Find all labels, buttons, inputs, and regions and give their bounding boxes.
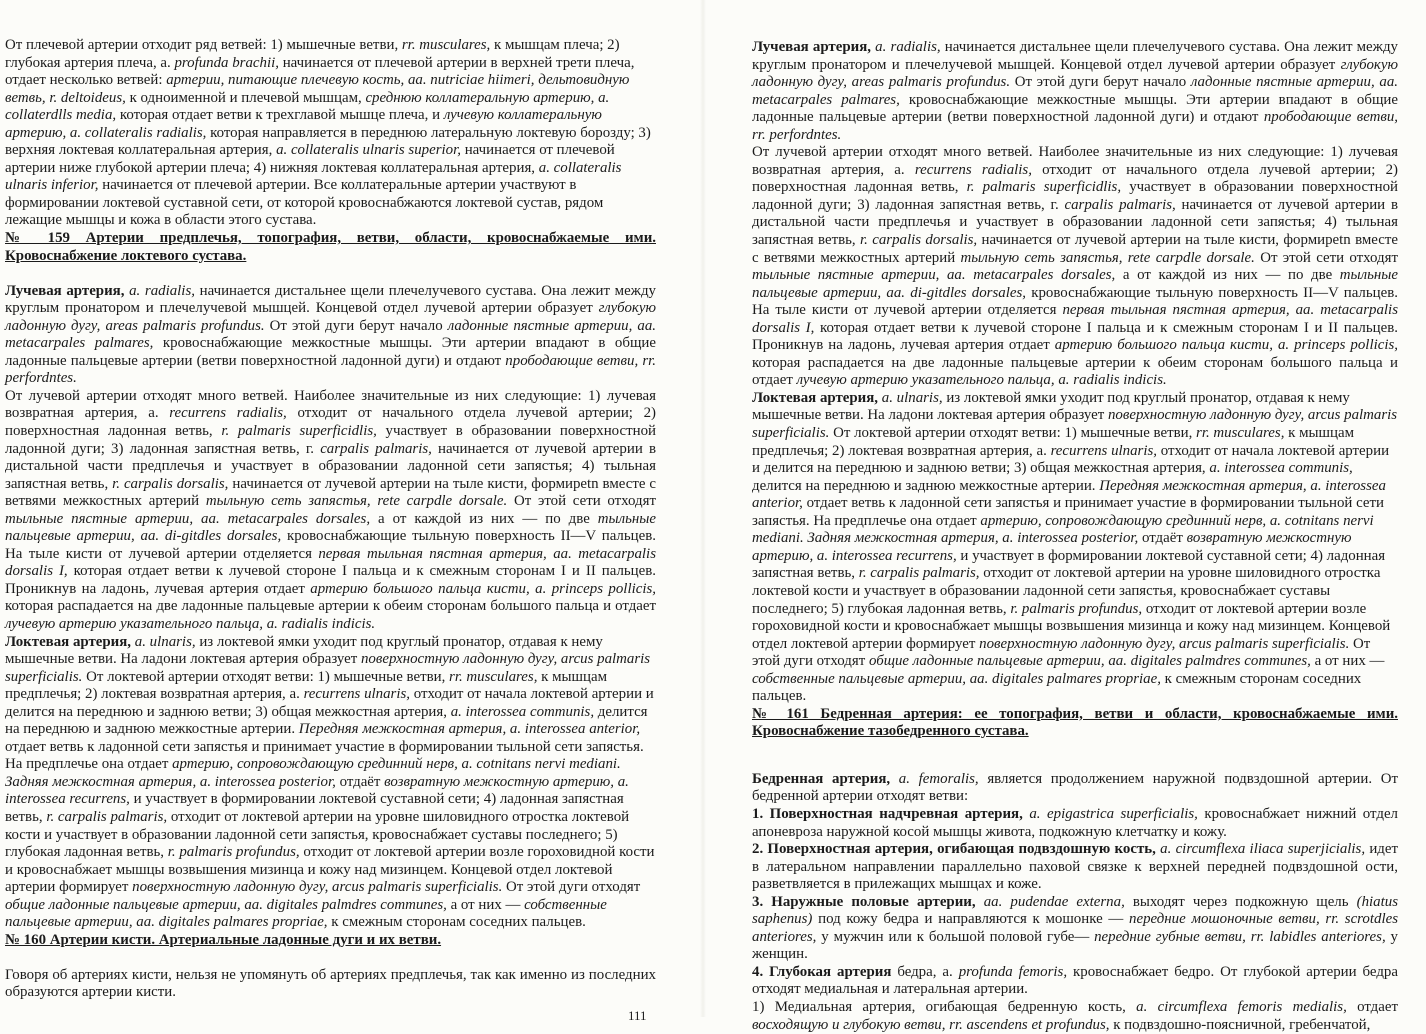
latin-term: recurrens ulnaris,	[1050, 442, 1157, 459]
text-run: к смежным сторонам соседних пальцев.	[752, 670, 1362, 705]
text-run: бедра, а.	[891, 963, 959, 980]
bold-term: Бедренная артерия,	[752, 770, 891, 787]
text-run: отдает ветвь к ладонной сети запястья и принимает участие в формировании тыльной сети запястья. На предплечье она отдает	[752, 495, 1384, 529]
bold-term: 3. Наружные половые артерии,	[752, 893, 976, 910]
text-run: начинается дистальнее щели плечелучевого сустава. Она лежит между круглым пронатором и плечелучевой мышцей. Концевой отдел лучевой артерии образует	[5, 282, 656, 317]
text-run: кровоснабжающие тыльную поверхность II—V пальцев. На тыле кисти от лучевой артерии отделяется	[5, 528, 656, 562]
text-run: кровоснабжает бедро. От глубокой артерии бедра отходят медиальная и латеральная артерии.	[752, 963, 1398, 998]
paragraph	[752, 39, 1398, 144]
text-run: под кожу бедра и направляются к мошонке —	[812, 911, 1130, 928]
latin-term: a. circumflexa iliaca superjicialis,	[1155, 841, 1366, 858]
latin-term: передние губные ветви, rr. labidles anteriores,	[1094, 928, 1386, 945]
bold-term: 2. Поверхностная артерия, огибающая подвздошную кость,	[752, 841, 1156, 858]
text-run: отходит от локтевой артерии возле гороховидной кости и кровоснабжает мышцы возвышения мизинца и кожу над мизинцем. Концевой отдел локтевой артерии формирует	[752, 600, 1391, 652]
latin-term: recurrens radialis,	[914, 161, 1032, 178]
text-run: которая направляется в переднюю латеральную локтевую борозду; 3) верхняя локтевая коллатеральная артерия,	[5, 124, 651, 159]
text-run: От лучевой артерии отходят много ветвей. Наиболее значительные из них следующие: 1) лучевая возвратная артерия, а.	[5, 387, 656, 422]
text-run: кровоснабжающие тыльную поверхность II—V пальцев. На тыле кисти от лучевой артерии отделяется	[752, 284, 1398, 319]
latin-term: (hiatus saphenus)	[752, 893, 1398, 928]
latin-term: артерии, питающие плечевую кость, aa. nutriciae hiimeri, дельтовидную ветвь, r. deltoideus,	[5, 72, 630, 106]
latin-term: a. radialis,	[124, 282, 195, 299]
latin-term: r. palmaris superficidlis,	[966, 179, 1122, 196]
latin-term: первая тыльная пястная артерия, aa. metacarpalis dorsalis I,	[5, 545, 656, 580]
text-run: и участвует в формировании локтевой суставной сети; 4) ладонная запястная ветвь,	[5, 791, 624, 826]
text-run: является продолжением наружной подвздошной артерии. От бедренной артерии отходят ветви:	[752, 770, 1398, 805]
latin-term: r. carpalis palmaris,	[46, 809, 168, 826]
text-run: делится на переднюю и заднюю межкостные артерии.	[5, 703, 648, 738]
latin-term: a. interossea communis,	[450, 703, 595, 720]
text-run: отходит от начала локтевой артерии и делится на переднюю и заднюю ветви; 3) общая межкостная артерия,	[752, 442, 1390, 477]
text-run: От локтевой артерии отходят ветви: 1) мышечные ветви,	[829, 425, 1197, 442]
text-run: идет в латеральном направлении параллельно паховой связке к верхней передней подвздошной ости, разветвляется в прилежащих мышцах и коже.	[752, 841, 1398, 893]
text-run: отдает	[1346, 998, 1398, 1015]
text-run: начинается от плечевой артерии. Все коллатеральные артерии участвуют в формировании локтевой суставной сети, от которой кровоснабжаются локтевой сустав, рядом лежащие мышцы и кожа в области этого сустава.	[5, 177, 604, 229]
latin-term: a. femoralis,	[890, 770, 979, 787]
paragraph	[752, 894, 1398, 964]
bold-term: 4. Глубокая артерия	[752, 963, 892, 980]
text-run: От этой дуги отходят	[752, 635, 1371, 670]
paragraph	[5, 634, 656, 932]
text-run: начинается от лучевой артерии в дистальной части предплечья и участвует в образовании ладонной сети запястья; 4) тыльная запястная ветвь,	[752, 196, 1398, 249]
latin-term: a. collateralis ulnaris inferior,	[5, 159, 622, 194]
text-run: От этой дуги отходят	[502, 879, 641, 896]
bold-term: Локтевая артерия,	[752, 389, 879, 406]
paragraph	[752, 390, 1398, 706]
latin-term: profunda femoris,	[958, 963, 1068, 980]
text-run: а от них —	[1310, 653, 1385, 670]
latin-term: артерию большого пальца кисти, a. princeps pollicis,	[1054, 337, 1398, 354]
section-heading-160: № 160 Артерии кисти. Артериальные ладонные дуги и их ветви.	[5, 931, 442, 948]
text-run: отходит от локтевой артерии возле гороховидной кости и кровоснабжает мышцы возвышения мизинца и кожу над мизинцем. Концевой отдел локтевой артерии формирует	[5, 844, 655, 896]
bold-term: 1. Поверхностная надчревная артерия,	[752, 805, 1023, 822]
latin-term: aa. pudendae externa,	[975, 893, 1125, 910]
spacer	[5, 265, 656, 283]
latin-term: r. palmaris superficidlis,	[221, 422, 377, 439]
text-run: начинается от плечевой артерии в верхней трети плеча, отдает несколько ветвей:	[5, 54, 635, 89]
paragraph	[752, 964, 1398, 999]
section-heading-161: № 161 Бедренная артерия: ее топография, ветви и области, кровоснабжаемые ими. Кровоснабжение тазобедренного сустава.	[752, 705, 1398, 740]
paragraph	[5, 37, 656, 230]
latin-term: r. carpalis dorsalis,	[860, 232, 978, 249]
latin-term: возвратную межкостную артерию, a. interossea recurrens,	[5, 773, 629, 808]
text-run: начинается от лучевой артерии в дистальной части предплечья и участвует в образовании ладонной сети запястья; 4) тыльная запястная ветвь,	[5, 440, 656, 492]
latin-term: recurrens radialis,	[169, 405, 287, 422]
latin-term: r. carpalis dorsalis,	[112, 475, 229, 492]
text-run: начинается дистальнее щели плечелучевого сустава. Она лежит между круглым пронатором и плечелучевой мышцей. Концевой отдел лучевой артерии образует	[752, 39, 1398, 73]
latin-term: тыльные пястные артерии, aa. metacarpales dorsales,	[752, 267, 1116, 284]
latin-term: общие ладонные пальцевые артерии, aa. digitales palmdres communes,	[5, 896, 447, 913]
text-run: к подвздошно-поясничной, гребенчатой,	[1109, 1016, 1371, 1033]
latin-term: r. palmaris profundus,	[167, 844, 300, 861]
latin-term: передние мошоночные ветви, rr. scrotdles anteriores,	[752, 911, 1398, 945]
text-run: отходит от начального отдела лучевой артерии; 2) поверхностная ладонная ветвь,	[5, 405, 657, 439]
text-run: которая отдает ветви к лучевой стороне I пальца и к смежным сторонам I и II пальцев. Проникнув на ладонь, лучевая артерия отдает	[5, 563, 656, 597]
radial-ulnar-text	[752, 39, 1398, 706]
text-run: кровоснабжающие межкостные мышцы. Эти артерии впадают в общие ладонные пальцевые артерии (ветви поверхностной ладонной дуги) и отдают	[752, 91, 1398, 126]
text-run: отдаёт	[335, 773, 385, 790]
latin-term: a. radialis,	[871, 39, 941, 55]
latin-term: глубокую ладонную дугу, areas palmaris profundus.	[752, 56, 1398, 91]
page-number: 111	[628, 1008, 647, 1023]
text-run: начинается от лучевой артерии на тыле кисти, формирetn вместе с ветвями межкостных артерий	[5, 475, 656, 510]
text-run: к одноименной и плечевой мышцам,	[125, 89, 366, 106]
latin-term: a. epigastrica superficialis,	[1022, 805, 1198, 822]
latin-term: a. collateralis ulnaris superior,	[276, 142, 461, 159]
latin-term: тыльные пальцевые артерии, aa. di-gitdles dorsales,	[5, 510, 656, 545]
latin-term: a. interossea communis,	[1209, 460, 1353, 477]
text-run: От плечевой артерии отходит ряд ветвей: 1) мышечные ветви,	[5, 37, 402, 53]
latin-term: первая тыльная пястная артерия, aa. metacarpalis dorsalis I,	[752, 302, 1398, 336]
text-run: которая отдает ветви к трехглавой мышце плеча, и	[116, 107, 444, 124]
latin-term: profunda brachii,	[174, 54, 279, 71]
hand-arteries-intro: Говоря об артериях кисти, нельзя не упомянуть об артериях предплечья, так как именно из последних образуются артерии кисти.	[5, 966, 656, 1001]
femoral-artery-text	[752, 771, 1398, 1034]
latin-term: лучевую артерию указательного пальца, a. radialis indicis.	[5, 616, 376, 632]
text-run: От этой сети отходят	[507, 493, 656, 510]
text-run: От этой дуги берут начало	[264, 317, 448, 334]
text-run: начинается от лучевой артерии на тыле кисти, формирetn вместе с ветвями межкостных артерий	[752, 232, 1398, 266]
text-run: отходит от начального отдела лучевой артерии; 2) поверхностная ладонная ветвь,	[752, 161, 1398, 196]
latin-term: артерию большого пальца кисти, a. princeps pollicis,	[310, 580, 656, 597]
latin-term: a. ulnaris,	[131, 633, 196, 650]
latin-term: rr. musculares,	[401, 37, 491, 53]
latin-term: лучевую коллатеральную артерию, a. collateralis radialis,	[5, 107, 602, 141]
bold-term: Лучевая артерия,	[752, 39, 871, 55]
text-run: отходит от локтевой артерии на уровне шиловидного отростка локтевой кости и участвует в образовании ладонной сети запястья, кровоснабжает суставы последнего; 5) глубокая ладонная ветвь,	[752, 565, 1381, 617]
paragraph	[752, 806, 1398, 841]
latin-term: тыльную сеть запястья, rete carpdle dorsale.	[960, 249, 1255, 266]
latin-term: прободающие ветви, rr. perfordntes.	[5, 352, 656, 387]
text-run: а от каждой из них — по две	[370, 510, 598, 527]
text-run: из локтевой ямки уходит под круглый пронатор, отдавая к нему мышечные ветви. На ладони локтевая артерия образует	[752, 389, 1350, 424]
latin-term: rr. musculares,	[449, 668, 538, 685]
text-run: к мышцам плеча; 2) глубокая артерия плеча, а.	[5, 37, 620, 71]
latin-term: прободающие ветви, rr. perfordntes.	[752, 109, 1398, 143]
text-run: кровоснабжает нижний отдел апоневроза наружной косой мышцы живота, подкожную клетчатку и кожу.	[752, 805, 1398, 840]
latin-term: поверхностную ладонную дугу, arcus palmaris superficialis.	[979, 635, 1350, 652]
latin-term: a. ulnaris,	[878, 389, 943, 406]
right-page	[752, 39, 1398, 1034]
paragraph	[5, 388, 656, 634]
text-run: отдаёт	[1138, 530, 1187, 547]
latin-term: поверхностную ладонную дугу, arcus palmaris superficialis.	[132, 879, 503, 896]
latin-term: r. palmaris profundus,	[1010, 600, 1143, 617]
paragraph	[752, 999, 1398, 1034]
latin-term: ладонные пястные артерии, aa. metacarpales palmares,	[5, 317, 656, 352]
latin-term: лучевую артерию указательного пальца, a. radialis indicis.	[796, 372, 1167, 389]
text-run: выходят через подкожную щель	[1124, 893, 1357, 910]
spacer	[5, 949, 656, 967]
paragraph	[5, 283, 656, 388]
latin-term: поверхностную ладонную дугу, arcus palmaris superficialis.	[5, 651, 651, 685]
text-run: От лучевой артерии отходят много ветвей. Наиболее значительные из них следующие: 1) лучевая возвратная артерия, а.	[752, 144, 1398, 178]
latin-term: глубокую ладонную дугу, areas palmaris profundus.	[5, 300, 656, 334]
text-run: которая распадается на две ладонные пальцевые артерии к обеим сторонам большого пальца и отдает	[752, 354, 1398, 389]
latin-term: ладонные пястные артерии, aa. metacarpales palmares,	[752, 74, 1398, 108]
text-run: участвует в образовании поверхностной ладонной дуги; 3) ладонная запястная ветвь, г.	[752, 179, 1398, 213]
paragraph	[752, 771, 1398, 806]
latin-term: артерию, сопровождающую срединний нерв, a. cotnitans nervi mediani. Задняя межкостная артерия, a. interossea posterior,	[752, 512, 1374, 547]
paragraph	[752, 144, 1398, 390]
bold-term: Лучевая артерия,	[5, 282, 125, 299]
radial-ulnar-text	[5, 283, 656, 932]
text-run: к смежным сторонам соседних пальцев.	[327, 914, 586, 931]
latin-term: артерию, сопровождающую срединний нерв, a. cotnitans nervi mediani. Задняя межкостная артерия, a. interossea posterior,	[5, 756, 621, 790]
latin-term: возвратную межкостную артерию, a. interossea recurrens,	[752, 530, 1352, 564]
text-run: и участвует в формировании локтевой суставной сети; 4) ладонная запястная ветвь,	[752, 547, 1386, 582]
section-heading-159: № 159 Артерии предплечья, топография, ветви, области, кровоснабжаемые ими. Кровоснабжение локтевого сустава.	[5, 230, 656, 264]
text-run: отдает ветвь к ладонной сети запястья и принимает участие в формировании тыльной сети запястья. На предплечье она отдает	[5, 738, 644, 773]
latin-term: тыльные пальцевые артерии, aa. di-gitdles dorsales,	[752, 267, 1398, 301]
latin-term: общие ладонные пальцевые артерии, aa. digitales palmdres communes,	[868, 653, 1311, 670]
text-run: а от каждой из них — по две	[1115, 267, 1340, 284]
latin-term: собственные пальцевые артерии, aa. digitales palmares propriae,	[5, 896, 607, 931]
text-run: а от них —	[446, 896, 525, 913]
latin-term: carpalis palmaris,	[1064, 196, 1176, 213]
text-run: От этой сети отходят	[1254, 249, 1398, 266]
text-run: из локтевой ямки уходит под круглый пронатор, отдавая к нему мышечные ветви. На ладони локтевая артерия образует	[5, 633, 603, 668]
latin-term: carpalis palmaris,	[320, 440, 432, 457]
latin-term: тыльную сеть запястья, rete carpdle dorsale.	[205, 493, 508, 510]
text-run: к мышцам предплечья; 2) локтевая возвратная артерия, а.	[5, 668, 607, 703]
text-run: От этой дуги берут начало	[1010, 74, 1191, 91]
latin-term: rr. musculares,	[1196, 425, 1285, 442]
paragraph	[752, 841, 1398, 894]
text-run: делится на переднюю и заднюю межкостные артерии.	[752, 477, 1100, 494]
text-run: От локтевой артерии отходят ветви: 1) мышечные ветви,	[82, 668, 450, 685]
latin-term: r. carpalis palmaris,	[858, 565, 980, 582]
text-run: которая распадается на две ладонные пальцевые артерии к обеим сторонам большого пальца и отдает	[5, 598, 656, 615]
latin-term: recurrens ulnaris,	[303, 686, 410, 703]
latin-term: восходящую и глубокую ветви, rr. ascendens et profundus,	[752, 1016, 1110, 1033]
latin-term: среднюю коллатеральную артерию, a. collaterdlls media,	[5, 89, 610, 124]
text-run: к мышцам предплечья; 2) локтевая возвратная артерия, а.	[752, 425, 1354, 459]
bold-term: Локтевая артерия,	[5, 633, 132, 650]
latin-term: Передняя межкостная артерия, a. interossea anterior,	[752, 477, 1386, 512]
page-gutter	[700, 0, 706, 1017]
intro-paragraph-slot	[5, 37, 656, 230]
text-run: отходит от начала локтевой артерии и делится на переднюю и заднюю ветви; 3) общая межкостная артерия,	[5, 686, 654, 720]
latin-term: a. circumflexa femoris medialis,	[1136, 998, 1347, 1015]
text-run: начинается от плечевой артерии ниже глубокой артерии плеча; 4) нижняя локтевая коллатеральная артерия,	[5, 142, 615, 176]
text-run: кровоснабжающие межкостные мышцы. Эти артерии впадают в общие ладонные пальцевые артерии (ветви поверхностной ладонной дуги) и отдают	[5, 335, 656, 369]
latin-term: поверхностную ладонную дугу, arcus palmaris superficialis.	[752, 407, 1398, 442]
text-run: у мужчин или к большой половой губе—	[816, 928, 1095, 945]
latin-term: Передняя межкостная артерия, a. interossea anterior,	[298, 721, 641, 738]
latin-term: тыльные пястные артерии, aa. metacarpales dorsales,	[5, 510, 371, 527]
text-run: у женщин.	[752, 928, 1398, 963]
text-run: отходит от локтевой артерии на уровне шиловидного отростка локтевой кости и участвует в образовании ладонной сети запястья, кровоснабжает суставы последнего; 5) глубокая ладонная ветвь,	[5, 809, 630, 861]
text-run: которая отдает ветви к лучевой стороне I пальца и к смежным сторонам I и II пальцев. Проникнув на ладонь, лучевая артерия отдает	[752, 319, 1398, 354]
text-run: 1) Медиальная артерия, огибающая бедренную кость,	[752, 998, 1137, 1015]
text-run: участвует в образовании поверхностной ладонной дуги; 3) ладонная запястная ветвь, г.	[5, 422, 656, 457]
left-page	[5, 37, 656, 1002]
spacer	[752, 741, 1398, 771]
latin-term: собственные пальцевые артерии, aa. digitales palmares propriae,	[752, 670, 1161, 687]
